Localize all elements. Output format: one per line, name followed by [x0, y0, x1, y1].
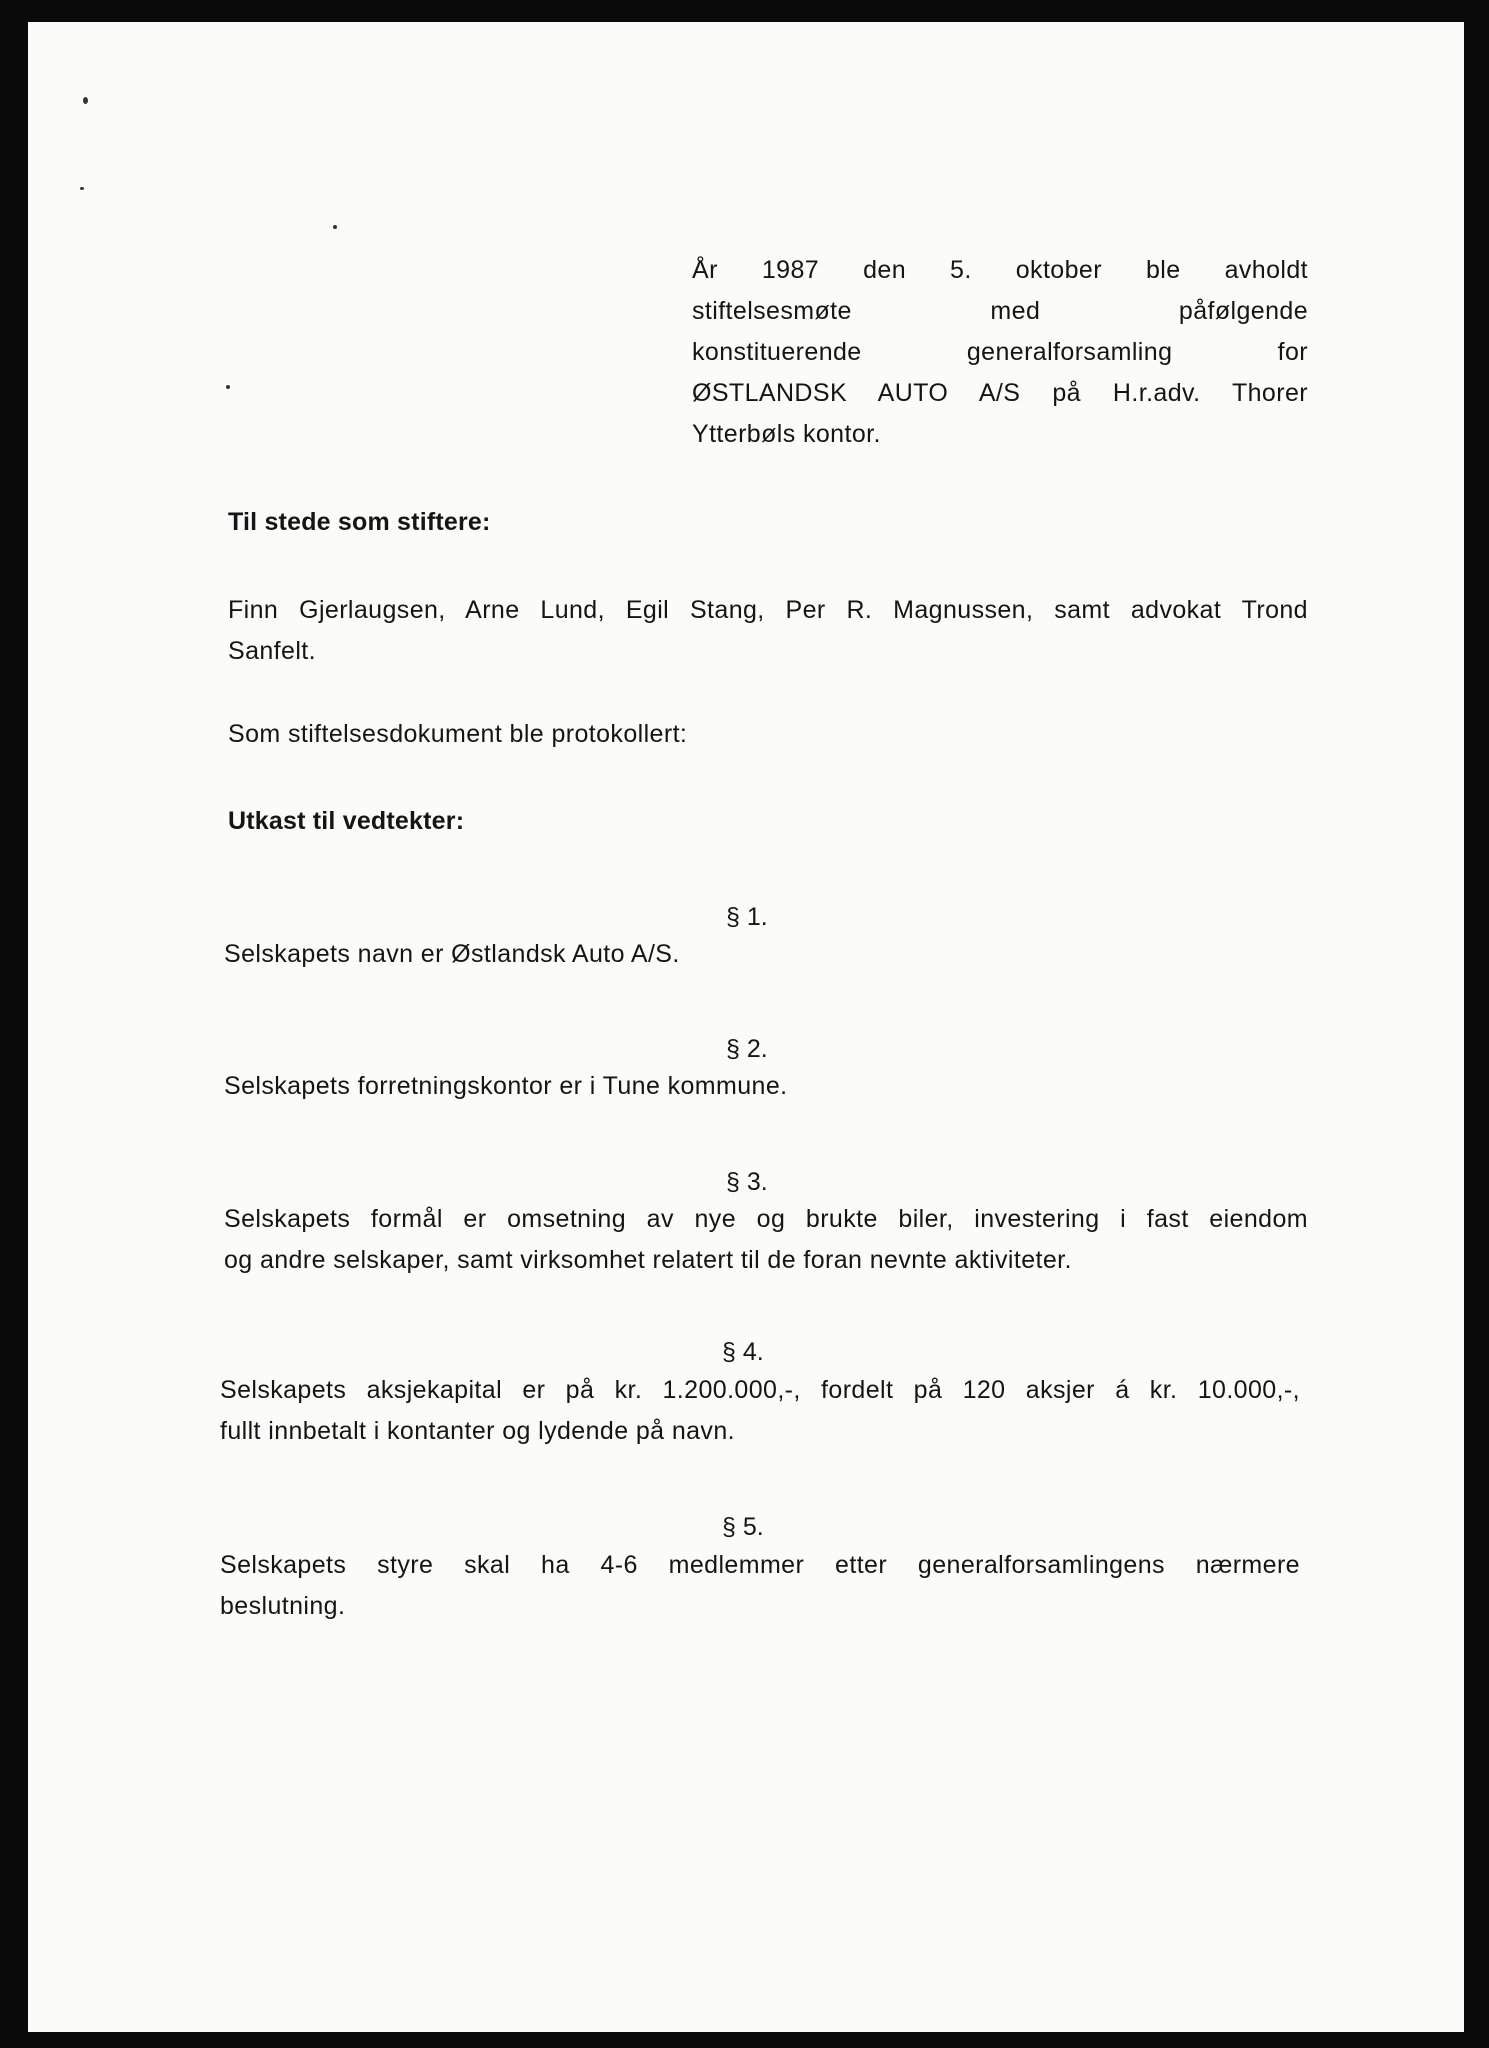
section-line: Selskapets aksjekapital er på kr. 1.200.000,-, fordelt på 120 aksjer á kr. 10.000,-,: [220, 1376, 1300, 1404]
section-text: Selskapets navn er Østlandsk Auto A/S.: [224, 940, 680, 968]
scan-speck: [83, 97, 88, 104]
scan-speck: [226, 385, 230, 389]
section-number: § 5.: [722, 1513, 764, 1541]
scan-speck: [80, 187, 84, 190]
section-number: § 4.: [722, 1338, 764, 1366]
intro-line: År 1987 den 5. oktober ble avholdt: [692, 256, 1308, 284]
section-number: § 3.: [726, 1168, 768, 1196]
section-number: § 1.: [726, 903, 768, 931]
section-line: Selskapets styre skal ha 4-6 medlemmer etter generalforsamlingens nærmere: [220, 1551, 1300, 1579]
intro-line: Ytterbøls kontor.: [692, 420, 881, 448]
section-line: og andre selskaper, samt virksomhet relatert til de foran nevnte aktiviteter.: [224, 1246, 1072, 1274]
intro-line: stiftelsesmøte med påfølgende: [692, 297, 1308, 325]
section-paragraph: [224, 1199, 1308, 1281]
section-text: Selskapets forretningskontor er i Tune kommune.: [224, 1072, 788, 1100]
document-page: [28, 22, 1464, 2032]
founding-doc-text: Som stiftelsesdokument ble protokollert:: [228, 720, 688, 748]
articles-heading: Utkast til vedtekter:: [228, 807, 465, 835]
section-line: Selskapets formål er omsetning av nye og brukte biler, investering i fast eiendom: [224, 1205, 1308, 1233]
section-number: § 2.: [726, 1035, 768, 1063]
founders-line: Finn Gjerlaugsen, Arne Lund, Egil Stang, Per R. Magnussen, samt advokat Trond: [228, 596, 1308, 624]
section-paragraph: [220, 1545, 1300, 1627]
intro-line: konstituerende generalforsamling for: [692, 338, 1308, 366]
section-line: beslutning.: [220, 1592, 346, 1620]
scan-speck: [333, 225, 337, 229]
founders-line: Sanfelt.: [228, 637, 316, 665]
founders-heading: Til stede som stiftere:: [228, 508, 491, 536]
intro-line: ØSTLANDSK AUTO A/S på H.r.adv. Thorer: [692, 379, 1308, 407]
founders-paragraph: [228, 590, 1308, 672]
section-paragraph: [220, 1370, 1300, 1452]
intro-paragraph: [692, 250, 1308, 455]
section-line: fullt innbetalt i kontanter og lydende på navn.: [220, 1417, 735, 1445]
